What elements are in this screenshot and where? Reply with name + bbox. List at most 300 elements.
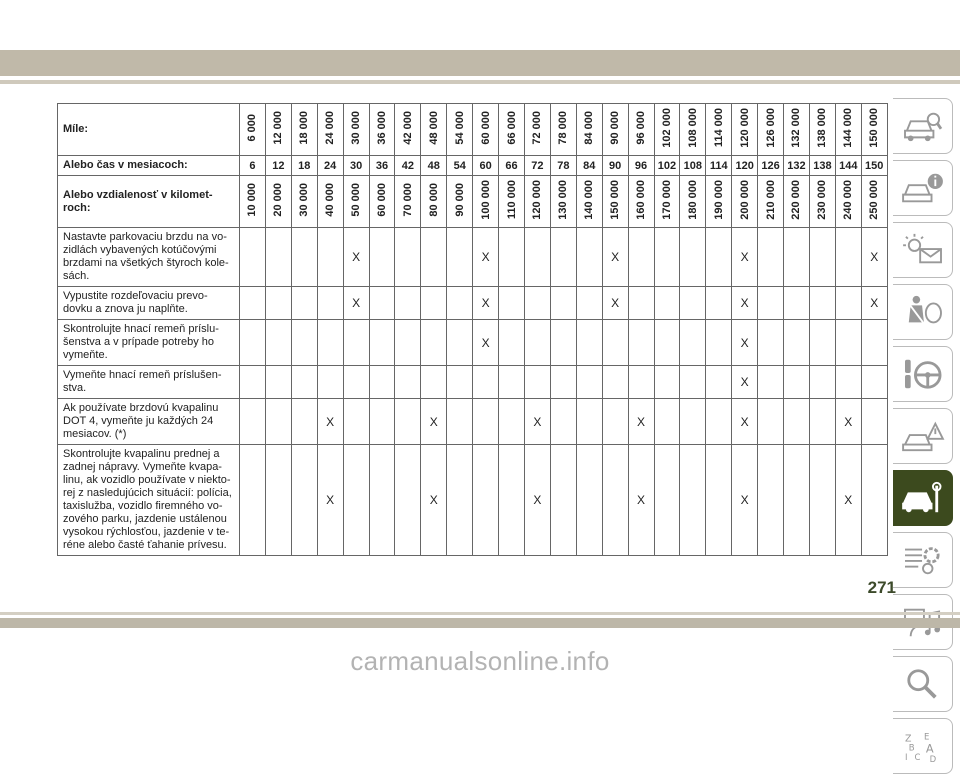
km-cell	[706, 176, 732, 228]
car-breakdown-icon	[901, 418, 945, 454]
interval-mark	[784, 399, 810, 445]
interval-mark: X	[473, 287, 499, 320]
km-value: 30 000	[298, 183, 311, 217]
interval-mark: X	[732, 228, 758, 287]
interval-mark: X	[421, 399, 447, 445]
miles-cell	[602, 104, 628, 156]
miles-cell	[550, 104, 576, 156]
km-value: 170 000	[660, 180, 673, 220]
km-value: 120 000	[531, 180, 544, 220]
miles-cell	[473, 104, 499, 156]
interval-mark	[861, 320, 887, 366]
interval-mark	[576, 366, 602, 399]
km-cell	[809, 176, 835, 228]
interval-mark	[835, 228, 861, 287]
km-value: 200 000	[738, 180, 751, 220]
interval-mark: X	[602, 287, 628, 320]
sidebar-tab-4[interactable]	[893, 284, 953, 340]
km-value: 190 000	[712, 180, 725, 220]
interval-mark	[809, 399, 835, 445]
km-value: 180 000	[686, 180, 699, 220]
top-rule	[0, 80, 960, 84]
km-cell	[421, 176, 447, 228]
miles-value: 30 000	[350, 111, 363, 145]
sidebar-tab-8[interactable]	[893, 532, 953, 588]
miles-value: 132 000	[790, 108, 803, 148]
miles-cell	[706, 104, 732, 156]
km-cell	[265, 176, 291, 228]
km-value: 220 000	[790, 180, 803, 220]
row-label: Vypustite rozdeľovaciu prevo-dovku a znova ju naplňte.	[58, 287, 240, 320]
sidebar-tab-2[interactable]	[893, 160, 953, 216]
page-number: 271	[867, 578, 896, 597]
months-value: 90	[602, 156, 628, 176]
interval-mark: X	[343, 287, 369, 320]
interval-mark	[240, 445, 266, 556]
interval-mark	[550, 320, 576, 366]
km-value: 60 000	[375, 183, 388, 217]
months-value: 6	[240, 156, 266, 176]
svg-text:A: A	[925, 741, 934, 756]
interval-mark	[524, 287, 550, 320]
sidebar-tab-7[interactable]	[893, 470, 953, 526]
interval-mark	[447, 228, 473, 287]
months-value: 18	[291, 156, 317, 176]
interval-mark	[706, 399, 732, 445]
interval-mark	[343, 366, 369, 399]
miles-cell	[265, 104, 291, 156]
interval-mark	[369, 287, 395, 320]
interval-mark	[550, 287, 576, 320]
months-value: 24	[317, 156, 343, 176]
km-value: 100 000	[479, 180, 492, 220]
sidebar-tab-5[interactable]	[893, 346, 953, 402]
km-cell	[473, 176, 499, 228]
months-value: 48	[421, 156, 447, 176]
months-value: 144	[835, 156, 861, 176]
row-label: Nastavte parkovaciu brzdu na vo-zidlách vybavených kotúčovými brzdami na všetkých štyroch kole-sách.	[58, 228, 240, 287]
interval-mark	[809, 366, 835, 399]
interval-mark	[473, 399, 499, 445]
interval-mark: X	[317, 399, 343, 445]
interval-mark	[343, 320, 369, 366]
interval-mark	[654, 228, 680, 287]
interval-mark	[576, 445, 602, 556]
miles-value: 72 000	[531, 111, 544, 145]
interval-mark	[706, 287, 732, 320]
interval-mark: X	[732, 366, 758, 399]
miles-value: 36 000	[375, 111, 388, 145]
row-label: Míle:	[58, 104, 240, 156]
interval-mark	[369, 320, 395, 366]
km-cell	[240, 176, 266, 228]
interval-mark	[499, 320, 525, 366]
miles-cell	[421, 104, 447, 156]
miles-cell	[343, 104, 369, 156]
km-cell	[395, 176, 421, 228]
km-value: 250 000	[868, 180, 881, 220]
interval-mark: X	[732, 320, 758, 366]
interval-mark	[499, 366, 525, 399]
interval-mark	[265, 445, 291, 556]
top-band	[0, 50, 960, 76]
interval-mark	[706, 228, 732, 287]
interval-mark	[784, 228, 810, 287]
miles-cell	[447, 104, 473, 156]
months-row	[58, 156, 888, 176]
km-cell	[317, 176, 343, 228]
km-value: 140 000	[583, 180, 596, 220]
interval-mark	[473, 445, 499, 556]
months-value: 72	[524, 156, 550, 176]
miles-value: 78 000	[557, 111, 570, 145]
months-value: 126	[758, 156, 784, 176]
miles-cell	[732, 104, 758, 156]
interval-mark	[317, 228, 343, 287]
months-value: 138	[809, 156, 835, 176]
alphabetical-index-icon	[901, 728, 945, 764]
miles-value: 150 000	[868, 108, 881, 148]
months-value: 150	[861, 156, 887, 176]
interval-mark	[265, 320, 291, 366]
interval-mark	[395, 320, 421, 366]
miles-value: 108 000	[686, 108, 699, 148]
interval-mark	[499, 287, 525, 320]
months-value: 114	[706, 156, 732, 176]
sidebar-tab-3[interactable]	[893, 222, 953, 278]
interval-mark	[628, 320, 654, 366]
months-value: 78	[550, 156, 576, 176]
interval-mark	[265, 366, 291, 399]
interval-mark	[240, 228, 266, 287]
interval-mark	[576, 228, 602, 287]
interval-mark	[369, 366, 395, 399]
km-cell	[576, 176, 602, 228]
task-row	[58, 445, 888, 556]
interval-mark	[680, 445, 706, 556]
interval-mark	[550, 228, 576, 287]
task-row	[58, 366, 888, 399]
miles-cell	[524, 104, 550, 156]
interval-mark	[524, 228, 550, 287]
miles-cell	[758, 104, 784, 156]
interval-mark	[758, 320, 784, 366]
months-value: 132	[784, 156, 810, 176]
interval-mark	[602, 445, 628, 556]
sidebar-tab-1[interactable]	[893, 98, 953, 154]
interval-mark	[784, 287, 810, 320]
interval-mark	[447, 287, 473, 320]
miles-cell	[369, 104, 395, 156]
interval-mark	[447, 366, 473, 399]
interval-mark	[499, 228, 525, 287]
row-label: Vymeňte hnací remeň príslušen-stva.	[58, 366, 240, 399]
miles-cell	[861, 104, 887, 156]
interval-mark	[809, 320, 835, 366]
task-row	[58, 228, 888, 287]
interval-mark	[421, 287, 447, 320]
interval-mark	[861, 366, 887, 399]
months-value: 96	[628, 156, 654, 176]
interval-mark	[706, 366, 732, 399]
miles-value: 144 000	[842, 108, 855, 148]
miles-value: 84 000	[583, 111, 596, 145]
interval-mark	[861, 399, 887, 445]
interval-mark	[654, 366, 680, 399]
km-value: 90 000	[453, 183, 466, 217]
interval-mark	[421, 366, 447, 399]
interval-mark	[758, 445, 784, 556]
interval-mark	[628, 366, 654, 399]
km-cell	[732, 176, 758, 228]
miles-value: 90 000	[609, 111, 622, 145]
miles-cell	[576, 104, 602, 156]
km-cell	[499, 176, 525, 228]
interval-mark	[628, 228, 654, 287]
km-value: 130 000	[557, 180, 570, 220]
interval-mark	[395, 399, 421, 445]
interval-mark: X	[473, 320, 499, 366]
interval-mark	[602, 399, 628, 445]
miles-value: 114 000	[712, 108, 725, 148]
interval-mark: X	[524, 399, 550, 445]
months-value: 54	[447, 156, 473, 176]
months-value: 12	[265, 156, 291, 176]
svg-text:Z: Z	[904, 733, 911, 745]
task-row	[58, 287, 888, 320]
interval-mark	[265, 287, 291, 320]
warning-light-icon	[901, 232, 945, 268]
km-cell	[602, 176, 628, 228]
km-value: 230 000	[816, 180, 829, 220]
row-label: Alebo vzdialenosť v kilomet-roch:	[58, 176, 240, 228]
km-value: 160 000	[635, 180, 648, 220]
interval-mark	[395, 366, 421, 399]
interval-mark	[395, 445, 421, 556]
interval-mark: X	[732, 287, 758, 320]
miles-value: 66 000	[505, 111, 518, 145]
interval-mark: X	[421, 445, 447, 556]
interval-mark	[550, 399, 576, 445]
interval-mark	[473, 366, 499, 399]
interval-mark	[654, 287, 680, 320]
km-cell	[524, 176, 550, 228]
steering-wheel-icon	[901, 356, 945, 392]
interval-mark	[343, 399, 369, 445]
car-info-icon	[901, 170, 945, 206]
interval-mark: X	[602, 228, 628, 287]
interval-mark	[240, 399, 266, 445]
interval-mark: X	[732, 445, 758, 556]
interval-mark	[680, 287, 706, 320]
interval-mark	[784, 445, 810, 556]
watermark: carmanualsonline.info	[350, 646, 610, 676]
km-value: 50 000	[350, 183, 363, 217]
interval-mark	[369, 399, 395, 445]
sidebar-tab-11[interactable]	[893, 718, 953, 774]
miles-value: 48 000	[427, 111, 440, 145]
interval-mark	[240, 287, 266, 320]
interval-mark	[395, 287, 421, 320]
interval-mark	[447, 320, 473, 366]
interval-mark	[758, 287, 784, 320]
km-value: 20 000	[272, 183, 285, 217]
row-label: Skontrolujte kvapalinu prednej a zadnej nápravy. Vymeňte kvapa-linu, ak vozidlo používate v niekto-rej z nasledujúcich situácií: polícia, taxislužba, vozidlo firemného vo-zového parku, jazdenie ustálenou vysokou rýchlosťou, jazdenie v te-réne alebo časté ťahanie prívesu.	[58, 445, 240, 556]
bottom-rule	[0, 612, 960, 615]
interval-mark	[576, 399, 602, 445]
miles-row	[58, 104, 888, 156]
interval-mark	[421, 320, 447, 366]
interval-mark	[447, 445, 473, 556]
interval-mark	[369, 445, 395, 556]
interval-mark	[343, 445, 369, 556]
km-cell	[654, 176, 680, 228]
months-value: 36	[369, 156, 395, 176]
car-maintenance-icon	[901, 480, 945, 516]
interval-mark	[758, 399, 784, 445]
miles-value: 12 000	[272, 111, 285, 145]
interval-mark	[602, 366, 628, 399]
interval-mark	[421, 228, 447, 287]
km-cell	[835, 176, 861, 228]
interval-mark	[265, 228, 291, 287]
miles-value: 126 000	[764, 108, 777, 148]
svg-text:C: C	[913, 753, 920, 764]
km-value: 10 000	[246, 183, 259, 217]
interval-mark: X	[343, 228, 369, 287]
miles-cell	[809, 104, 835, 156]
interval-mark: X	[628, 445, 654, 556]
miles-cell	[240, 104, 266, 156]
interval-mark	[317, 320, 343, 366]
miles-value: 138 000	[816, 108, 829, 148]
miles-cell	[291, 104, 317, 156]
km-cell	[550, 176, 576, 228]
row-label: Skontrolujte hnací remeň príslu-šenstva a v prípade potreby ho vymeňte.	[58, 320, 240, 366]
interval-mark	[835, 320, 861, 366]
miles-cell	[628, 104, 654, 156]
interval-mark	[835, 366, 861, 399]
months-value: 30	[343, 156, 369, 176]
months-value: 102	[654, 156, 680, 176]
miles-value: 60 000	[479, 111, 492, 145]
interval-mark: X	[524, 445, 550, 556]
km-cell	[628, 176, 654, 228]
interval-mark	[680, 228, 706, 287]
km-cell	[861, 176, 887, 228]
miles-value: 54 000	[453, 111, 466, 145]
km-value: 70 000	[401, 183, 414, 217]
miles-value: 6 000	[246, 114, 259, 142]
interval-mark	[317, 366, 343, 399]
months-value: 42	[395, 156, 421, 176]
km-cell	[291, 176, 317, 228]
interval-mark	[240, 320, 266, 366]
svg-text:I: I	[904, 753, 908, 764]
km-value: 150 000	[609, 180, 622, 220]
airbag-seatbelt-icon	[901, 294, 945, 330]
miles-value: 24 000	[324, 111, 337, 145]
interval-mark: X	[861, 228, 887, 287]
interval-mark	[680, 399, 706, 445]
interval-mark	[550, 366, 576, 399]
km-value: 110 000	[505, 180, 518, 220]
miles-cell	[654, 104, 680, 156]
interval-mark	[654, 320, 680, 366]
car-search-icon	[901, 108, 945, 144]
interval-mark	[291, 399, 317, 445]
miles-value: 120 000	[738, 108, 751, 148]
interval-mark	[680, 320, 706, 366]
sidebar-tab-6[interactable]	[893, 408, 953, 464]
km-cell	[758, 176, 784, 228]
miles-cell	[499, 104, 525, 156]
miles-cell	[835, 104, 861, 156]
interval-mark	[395, 228, 421, 287]
interval-mark	[499, 399, 525, 445]
interval-mark	[706, 445, 732, 556]
interval-mark: X	[317, 445, 343, 556]
interval-mark	[291, 228, 317, 287]
km-cell	[343, 176, 369, 228]
interval-mark	[602, 320, 628, 366]
interval-mark: X	[835, 399, 861, 445]
svg-text:B: B	[908, 743, 915, 754]
interval-mark	[809, 287, 835, 320]
interval-mark	[758, 228, 784, 287]
interval-mark	[784, 366, 810, 399]
interval-mark	[291, 320, 317, 366]
interval-mark	[524, 320, 550, 366]
interval-mark	[550, 445, 576, 556]
row-label: Ak používate brzdovú kvapalinu DOT 4, vymeňte ju každých 24 mesiacov. (*)	[58, 399, 240, 445]
miles-value: 96 000	[635, 111, 648, 145]
months-value: 84	[576, 156, 602, 176]
miles-cell	[784, 104, 810, 156]
months-value: 120	[732, 156, 758, 176]
km-cell	[680, 176, 706, 228]
months-value: 66	[499, 156, 525, 176]
bottom-band	[0, 618, 960, 628]
miles-cell	[395, 104, 421, 156]
km-value: 40 000	[324, 183, 337, 217]
interval-mark: X	[473, 228, 499, 287]
interval-mark	[265, 399, 291, 445]
task-row	[58, 320, 888, 366]
task-row	[58, 399, 888, 445]
interval-mark: X	[835, 445, 861, 556]
km-row	[58, 176, 888, 228]
interval-mark	[809, 228, 835, 287]
km-value: 240 000	[842, 180, 855, 220]
interval-mark: X	[861, 287, 887, 320]
interval-mark	[291, 287, 317, 320]
interval-mark	[680, 366, 706, 399]
svg-text:D: D	[929, 755, 936, 764]
interval-mark	[524, 366, 550, 399]
interval-mark	[291, 366, 317, 399]
months-value: 60	[473, 156, 499, 176]
interval-mark	[499, 445, 525, 556]
months-value: 108	[680, 156, 706, 176]
interval-mark	[654, 399, 680, 445]
km-cell	[784, 176, 810, 228]
interval-mark	[576, 287, 602, 320]
interval-mark	[758, 366, 784, 399]
interval-mark	[706, 320, 732, 366]
interval-mark: X	[628, 399, 654, 445]
miles-value: 42 000	[401, 111, 414, 145]
